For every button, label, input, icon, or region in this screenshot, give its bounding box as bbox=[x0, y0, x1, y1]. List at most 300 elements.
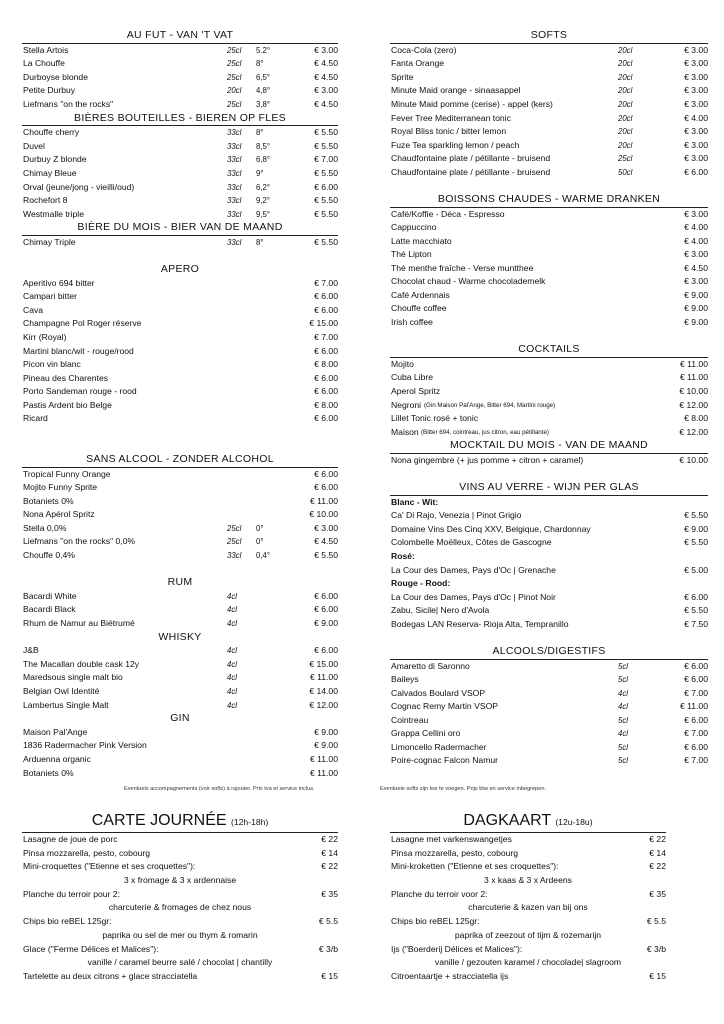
dish bbox=[390, 888, 666, 902]
item-price: € 3.00 bbox=[314, 85, 338, 96]
menu-item bbox=[390, 454, 708, 468]
item-name: Limoncello Radermacher bbox=[391, 741, 487, 752]
dish-price: € 22 bbox=[649, 834, 666, 844]
item-degree: 8° bbox=[256, 237, 264, 247]
item-degree: 8° bbox=[256, 59, 264, 69]
item-volume: 33cl bbox=[227, 237, 242, 247]
dish bbox=[390, 847, 666, 861]
item-price: € 6.00 bbox=[314, 604, 338, 615]
dish bbox=[22, 970, 338, 984]
section-title: AU FUT - VAN 'T VAT bbox=[22, 29, 338, 44]
menu-item bbox=[390, 700, 708, 714]
item-name: Kirr (Royal) bbox=[23, 332, 67, 343]
section-title: WHISKY bbox=[158, 630, 202, 643]
section-title: BIÈRES BOUTEILLES - BIEREN OP FLES bbox=[22, 112, 338, 127]
item-price: € 7.00 bbox=[684, 755, 708, 766]
menu-item bbox=[22, 358, 338, 372]
item-degree: 3,8° bbox=[256, 99, 270, 109]
item-price: € 10.00 bbox=[679, 454, 708, 465]
dagkaart-title-text: DAGKAART bbox=[463, 812, 551, 829]
menu-section bbox=[22, 263, 338, 426]
dagkaart-hours: (12u-18u) bbox=[555, 817, 593, 827]
item-price: € 3.00 bbox=[684, 44, 708, 55]
menu-item bbox=[22, 385, 338, 399]
dagkaart bbox=[390, 810, 666, 984]
menu-item bbox=[390, 687, 708, 701]
menu-item bbox=[22, 617, 338, 631]
dish-name: 3 x fromage & 3 x ardennaise bbox=[123, 875, 237, 886]
menu-section bbox=[390, 193, 708, 330]
item-name: Chimay Bleue bbox=[23, 167, 77, 178]
item-degree: 0° bbox=[256, 537, 264, 547]
item-volume: 33cl bbox=[227, 141, 242, 151]
item-name: Aperitivo 694 bitter bbox=[23, 277, 95, 288]
carte-journee bbox=[22, 810, 338, 984]
item-price: € 5.50 bbox=[314, 140, 338, 151]
dish-price: € 5.5 bbox=[646, 916, 666, 927]
item-name: Cuba Libre bbox=[391, 372, 434, 383]
dish-name: Lasagne met varkenswangetjes bbox=[391, 834, 512, 844]
dish bbox=[22, 943, 338, 957]
item-price: € 6.00 bbox=[314, 590, 338, 601]
item-volume: 4cl bbox=[618, 702, 628, 712]
item-name: Blanc - Wit: bbox=[391, 496, 439, 507]
item-price: € 3.00 bbox=[684, 85, 708, 96]
item-volume: 20cl bbox=[618, 86, 633, 96]
item-price: € 6.00 bbox=[684, 660, 708, 671]
item-price: € 6.00 bbox=[684, 674, 708, 685]
item-name: The Macallan double cask 12y bbox=[23, 658, 140, 669]
section-title: VINS AU VERRE - WIJN PER GLAS bbox=[390, 481, 708, 496]
item-name: Ca' Di Rajo, Venezia | Pinot Grigio bbox=[391, 510, 522, 521]
dish-detail bbox=[390, 874, 666, 888]
item-volume: 20cl bbox=[618, 72, 633, 82]
item-price: € 7.00 bbox=[314, 332, 338, 343]
item-name: Liefmans "on the rocks" bbox=[23, 98, 114, 109]
menu-section bbox=[22, 112, 338, 222]
menu-item bbox=[390, 125, 708, 139]
dish-name: paprika ou sel de mer ou thym & romarin bbox=[102, 929, 258, 940]
item-price: € 11.00 bbox=[309, 767, 338, 778]
item-price: € 8.00 bbox=[314, 359, 338, 370]
item-price: € 3.00 bbox=[684, 139, 708, 150]
dish-name: Pinsa mozzarella, pesto, cobourg bbox=[391, 847, 519, 858]
menu-item bbox=[390, 84, 708, 98]
item-name: Baileys bbox=[391, 674, 419, 685]
menu-item bbox=[22, 57, 338, 71]
item-volume: 20cl bbox=[618, 113, 633, 123]
menu-item bbox=[390, 302, 708, 316]
menu-section bbox=[22, 453, 338, 563]
left-column bbox=[22, 29, 338, 780]
item-name: Maredsous single malt bio bbox=[23, 672, 123, 683]
menu-item bbox=[22, 399, 338, 413]
item-name: Chouffe 0,4% bbox=[23, 550, 75, 561]
item-price: € 5.50 bbox=[684, 510, 708, 521]
item-price: € 5.50 bbox=[314, 208, 338, 219]
item-volume: 20cl bbox=[618, 140, 633, 150]
item-name: Liefmans "on the rocks" 0,0% bbox=[23, 536, 136, 547]
menu-item bbox=[22, 304, 338, 318]
item-volume: 20cl bbox=[618, 127, 633, 137]
item-price: € 4.00 bbox=[684, 112, 708, 123]
menu-item bbox=[390, 591, 708, 605]
menu-item bbox=[22, 181, 338, 195]
menu-item bbox=[390, 44, 708, 58]
item-volume: 25cl bbox=[227, 45, 242, 55]
right-column bbox=[390, 29, 708, 768]
item-name: Aperol Spritz bbox=[391, 385, 441, 396]
item-price: € 11.00 bbox=[309, 672, 338, 683]
menu-item bbox=[22, 194, 338, 208]
item-price: € 7.00 bbox=[314, 154, 338, 165]
item-price: € 11.00 bbox=[309, 753, 338, 764]
menu-item bbox=[22, 590, 338, 604]
menu-item bbox=[390, 112, 708, 126]
menu-item bbox=[22, 468, 338, 482]
item-name: Stella Artois bbox=[23, 44, 69, 55]
dish-name: Mini-kroketten ("Etienne et ses croquettes"): bbox=[391, 861, 559, 872]
item-name: Campari bitter bbox=[23, 291, 77, 302]
dish-price: € 22 bbox=[649, 861, 666, 872]
menu-item bbox=[390, 371, 708, 385]
item-name: Bacardi White bbox=[23, 590, 77, 601]
item-price: € 3.00 bbox=[684, 276, 708, 287]
dish-price: € 22 bbox=[321, 834, 338, 844]
menu-item bbox=[390, 741, 708, 755]
dish-name: Ijs ("Boerderij Délices et Malices"): bbox=[391, 943, 523, 954]
item-name: Tropical Funny Orange bbox=[23, 468, 111, 479]
menu-item bbox=[22, 290, 338, 304]
item-price: € 9.00 bbox=[314, 726, 338, 737]
dish-name: Planche du terroir pour 2: bbox=[23, 888, 120, 899]
menu-item bbox=[22, 372, 338, 386]
section-title: GIN bbox=[170, 712, 190, 725]
item-name: Porto Sandeman rouge - rood bbox=[23, 386, 137, 397]
item-volume: 4cl bbox=[227, 646, 237, 656]
item-price: € 9.00 bbox=[684, 289, 708, 300]
menu-item bbox=[390, 714, 708, 728]
dish-name: Citroentaartje + stracciatella ijs bbox=[391, 970, 509, 981]
item-price: € 5.50 bbox=[684, 537, 708, 548]
item-price: € 3.00 bbox=[684, 98, 708, 109]
item-note: (Bitter 694, cointreau, jus citron, eau pétillante) bbox=[421, 428, 549, 436]
dish-price: € 35 bbox=[649, 888, 666, 899]
item-name: Negroni bbox=[391, 399, 422, 410]
item-name: J&B bbox=[23, 645, 39, 656]
item-volume: 4cl bbox=[227, 591, 237, 601]
item-price: € 5.50 bbox=[314, 167, 338, 178]
dish-detail bbox=[390, 901, 666, 915]
item-name: Sprite bbox=[391, 71, 414, 82]
dish-price: € 14 bbox=[649, 847, 666, 858]
item-name: Mojito Funny Sprite bbox=[23, 482, 98, 493]
item-degree: 0° bbox=[256, 523, 264, 533]
menu-item bbox=[22, 522, 338, 536]
dish-detail bbox=[390, 956, 666, 970]
item-name: Cappuccino bbox=[391, 222, 437, 233]
item-price: € 6.00 bbox=[314, 386, 338, 397]
menu-item bbox=[22, 71, 338, 85]
menu-item bbox=[22, 277, 338, 291]
item-price: € 15.00 bbox=[309, 318, 338, 329]
footnote-nl: Eventuele softs zijn toe te voegen. Prijs btw en service inbegrepen. bbox=[380, 786, 547, 792]
item-price: € 4.50 bbox=[314, 58, 338, 69]
menu-item bbox=[390, 98, 708, 112]
item-price: € 7.00 bbox=[684, 687, 708, 698]
item-name: La Chouffe bbox=[23, 58, 65, 69]
item-degree: 9° bbox=[256, 168, 264, 178]
item-price: € 3.00 bbox=[684, 58, 708, 69]
item-name: Durboyse blonde bbox=[23, 71, 88, 82]
item-price: € 4.50 bbox=[684, 262, 708, 273]
item-price: € 10.00 bbox=[309, 509, 338, 520]
menu-item bbox=[390, 139, 708, 153]
dish-name: vanille / gezouten karamel / chocolade| slagroom bbox=[434, 957, 622, 968]
item-price: € 6.00 bbox=[314, 645, 338, 656]
menu-item bbox=[390, 275, 708, 289]
item-name: Café/Koffie - Déca - Espresso bbox=[391, 208, 505, 219]
item-name: Poire-cognac Falcon Namur bbox=[391, 755, 498, 766]
item-name: Champagne Pol Roger réserve bbox=[23, 318, 142, 329]
item-name: Durbuy Z blonde bbox=[23, 154, 87, 165]
item-name: Cava bbox=[23, 304, 44, 315]
item-price: € 6.00 bbox=[314, 482, 338, 493]
spacer bbox=[390, 179, 708, 193]
item-name: Nona Apérol Spritz bbox=[23, 509, 95, 520]
item-volume: 4cl bbox=[227, 687, 237, 696]
dish-price: € 22 bbox=[321, 861, 338, 872]
item-price: € 6.00 bbox=[314, 345, 338, 356]
item-volume: 20cl bbox=[618, 45, 633, 55]
item-name: Chouffe cherry bbox=[23, 127, 80, 138]
item-volume: 25cl bbox=[227, 72, 242, 82]
dish bbox=[390, 970, 666, 984]
menu-item bbox=[390, 412, 708, 426]
item-name: Cointreau bbox=[391, 714, 429, 725]
menu-item bbox=[390, 221, 708, 235]
item-volume: 20cl bbox=[227, 86, 242, 96]
menu-item bbox=[22, 236, 338, 250]
item-note: (Gin Maison Pal'Ange, Bitter 694, Martini rouge) bbox=[424, 401, 556, 409]
item-price: € 4.50 bbox=[314, 98, 338, 109]
spacer bbox=[390, 330, 708, 344]
item-volume: 25cl bbox=[227, 99, 242, 109]
dish-price: € 14 bbox=[321, 847, 338, 858]
item-name: Chaudfontaine plate / pétillante - bruisend bbox=[391, 166, 551, 177]
item-volume: 4cl bbox=[227, 673, 237, 683]
item-price: € 6.00 bbox=[684, 741, 708, 752]
dish-price: € 15 bbox=[321, 970, 338, 981]
item-price: € 11.00 bbox=[679, 372, 708, 383]
item-name: Martini blanc/wit - rouge/rood bbox=[23, 345, 134, 356]
item-volume: 25cl bbox=[618, 154, 633, 164]
item-volume: 50cl bbox=[618, 167, 633, 177]
item-name: Fever Tree Mediterranean tonic bbox=[391, 112, 511, 123]
item-name: Café Ardennais bbox=[391, 289, 450, 300]
item-volume: 4cl bbox=[227, 700, 237, 710]
menu-item bbox=[22, 726, 338, 740]
menu-item bbox=[22, 508, 338, 522]
item-name: Chouffe coffee bbox=[391, 303, 447, 314]
menu-section bbox=[22, 221, 338, 249]
dish-name: Pinsa mozzarella, pesto, cobourg bbox=[23, 847, 151, 858]
item-price: € 3.00 bbox=[684, 71, 708, 82]
menu-item bbox=[22, 767, 338, 781]
item-name: Colombelle Moëlleux, Côtes de Gascogne bbox=[391, 537, 552, 548]
menu-section bbox=[390, 29, 708, 179]
dish-price: € 15 bbox=[649, 970, 666, 981]
item-name: Picon vin blanc bbox=[23, 359, 81, 370]
item-name: Rosé: bbox=[391, 551, 415, 562]
item-volume: 33cl bbox=[227, 196, 242, 206]
item-volume: 4cl bbox=[227, 659, 237, 669]
dish-name: Planche du terroir voor 2: bbox=[391, 888, 488, 899]
item-name: Lambertus Single Malt bbox=[23, 699, 109, 710]
dish-name: Tartelette au deux citrons + glace stracciatella bbox=[23, 970, 198, 981]
item-name: Maison Pal'Ange bbox=[23, 726, 88, 737]
menu-item bbox=[22, 481, 338, 495]
dish-name: 3 x kaas & 3 x Ardeens bbox=[484, 875, 572, 886]
menu-item bbox=[390, 152, 708, 166]
item-name: Royal Bliss tonic / bitter lemon bbox=[391, 126, 507, 137]
spacer bbox=[22, 426, 338, 440]
subsection-label bbox=[390, 577, 708, 591]
item-name: Domaine Vins Des Cinq XXV, Belgique, Chardonnay bbox=[391, 523, 591, 534]
dish-name: Chips bio reBEL 125gr: bbox=[391, 916, 480, 927]
menu-item bbox=[390, 618, 708, 632]
item-name: Maison bbox=[391, 426, 419, 437]
dish bbox=[390, 943, 666, 957]
item-name: Stella 0,0% bbox=[23, 522, 67, 533]
menu-section bbox=[390, 343, 708, 439]
dish-name: paprika of zeezout of tijm & rozemarijn bbox=[454, 929, 602, 940]
dish-name: charcuterie & kazen van bij ons bbox=[468, 902, 588, 913]
dish bbox=[22, 847, 338, 861]
menu-item bbox=[22, 671, 338, 685]
dagkaart-title bbox=[390, 810, 666, 833]
item-price: € 6.00 bbox=[684, 166, 708, 177]
item-price: € 3.00 bbox=[684, 249, 708, 260]
menu-item bbox=[22, 345, 338, 359]
item-name: Petite Durbuy bbox=[23, 85, 76, 96]
footnote-fr: Eventuels accompagnements (voir softs) à rajouter. Prix tva et service inclus. bbox=[124, 786, 315, 792]
item-name: Ricard bbox=[23, 413, 48, 424]
item-price: € 7.00 bbox=[684, 728, 708, 739]
menu-item bbox=[390, 385, 708, 399]
menu-item bbox=[22, 699, 338, 713]
dish bbox=[22, 915, 338, 929]
menu-item bbox=[390, 57, 708, 71]
dish-price: € 3/b bbox=[318, 943, 338, 954]
item-price: € 8.00 bbox=[684, 413, 708, 424]
item-name: La Cour des Dames, Pays d'Oc | Pinot Noir bbox=[391, 591, 556, 602]
item-name: Chocolat chaud - Warme chocolademelk bbox=[391, 276, 546, 287]
menu-item bbox=[22, 126, 338, 140]
item-price: € 11.00 bbox=[679, 701, 708, 712]
menu-item bbox=[22, 153, 338, 167]
item-price: € 12.00 bbox=[679, 426, 708, 437]
section-title: BIÈRE DU MOIS - BIER VAN DE MAAND bbox=[22, 221, 338, 236]
item-name: Lillet Tonic rosé + tonic bbox=[391, 413, 479, 424]
section-title: ALCOOLS/DIGESTIFS bbox=[390, 645, 708, 660]
item-price: € 6.00 bbox=[314, 181, 338, 192]
item-volume: 4cl bbox=[618, 729, 628, 739]
dish-detail bbox=[22, 929, 338, 943]
menu-item bbox=[22, 495, 338, 509]
item-name: 1836 Radermacher Pink Version bbox=[23, 740, 147, 751]
item-price: € 9.00 bbox=[684, 316, 708, 327]
item-name: Botaniets 0% bbox=[23, 495, 74, 506]
menu-section bbox=[22, 29, 338, 112]
spacer bbox=[390, 631, 708, 645]
item-name: Rhum de Namur au Biétrumé bbox=[23, 618, 135, 629]
menu-item bbox=[390, 509, 708, 523]
item-volume: 33cl bbox=[227, 168, 242, 178]
section-title: SANS ALCOOL - ZONDER ALCOHOL bbox=[22, 453, 338, 468]
item-name: Fuze Tea sparkling lemon / peach bbox=[391, 139, 520, 150]
dish bbox=[390, 915, 666, 929]
dagkaart-items bbox=[390, 833, 666, 984]
item-price: € 14.00 bbox=[309, 686, 338, 696]
item-name: Latte macchiato bbox=[391, 235, 452, 246]
menu-item bbox=[22, 44, 338, 58]
menu-item bbox=[22, 98, 338, 112]
item-price: € 6.00 bbox=[314, 291, 338, 302]
menu-item bbox=[390, 399, 708, 413]
item-volume: 25cl bbox=[227, 59, 242, 69]
item-price: € 4.50 bbox=[314, 71, 338, 82]
item-name: Minute Maid orange - sinaasappel bbox=[391, 85, 521, 96]
item-volume: 5cl bbox=[618, 742, 628, 752]
item-name: Pastis Ardent bio Belge bbox=[23, 399, 112, 410]
item-price: € 11.00 bbox=[679, 358, 708, 369]
item-price: € 7.50 bbox=[684, 618, 708, 629]
item-name: Belgian Owl Identité bbox=[23, 686, 100, 696]
item-degree: 9,5° bbox=[256, 209, 270, 219]
menu-item bbox=[22, 167, 338, 181]
item-volume: 33cl bbox=[227, 551, 242, 561]
item-price: € 6.00 bbox=[314, 372, 338, 383]
item-degree: 4,8° bbox=[256, 86, 270, 96]
menu-item bbox=[22, 753, 338, 767]
menu-item bbox=[22, 603, 338, 617]
item-degree: 6,2° bbox=[256, 182, 270, 192]
menu-item bbox=[390, 71, 708, 85]
item-degree: 8,5° bbox=[256, 141, 270, 151]
item-price: € 6.00 bbox=[314, 468, 338, 479]
item-name: Fanta Orange bbox=[391, 58, 445, 69]
item-price: € 10.00 bbox=[679, 385, 708, 396]
menu-item bbox=[22, 208, 338, 222]
section-title: SOFTS bbox=[390, 29, 708, 44]
item-price: € 4.50 bbox=[314, 536, 338, 547]
item-volume: 33cl bbox=[227, 155, 242, 165]
spacer bbox=[22, 439, 338, 453]
menu-item bbox=[390, 754, 708, 768]
item-name: Grappa Cellini oro bbox=[391, 728, 461, 739]
item-degree: 8° bbox=[256, 128, 264, 138]
item-price: € 15.00 bbox=[309, 658, 338, 669]
item-name: Cognac Remy Martin VSOP bbox=[391, 701, 498, 712]
menu-item bbox=[390, 262, 708, 276]
item-name: Arduenna organic bbox=[23, 753, 91, 764]
dish bbox=[390, 860, 666, 874]
menu-item bbox=[390, 660, 708, 674]
item-price: € 8.00 bbox=[314, 399, 338, 410]
item-name: Rochefort 8 bbox=[23, 195, 68, 206]
menu-item bbox=[390, 564, 708, 578]
